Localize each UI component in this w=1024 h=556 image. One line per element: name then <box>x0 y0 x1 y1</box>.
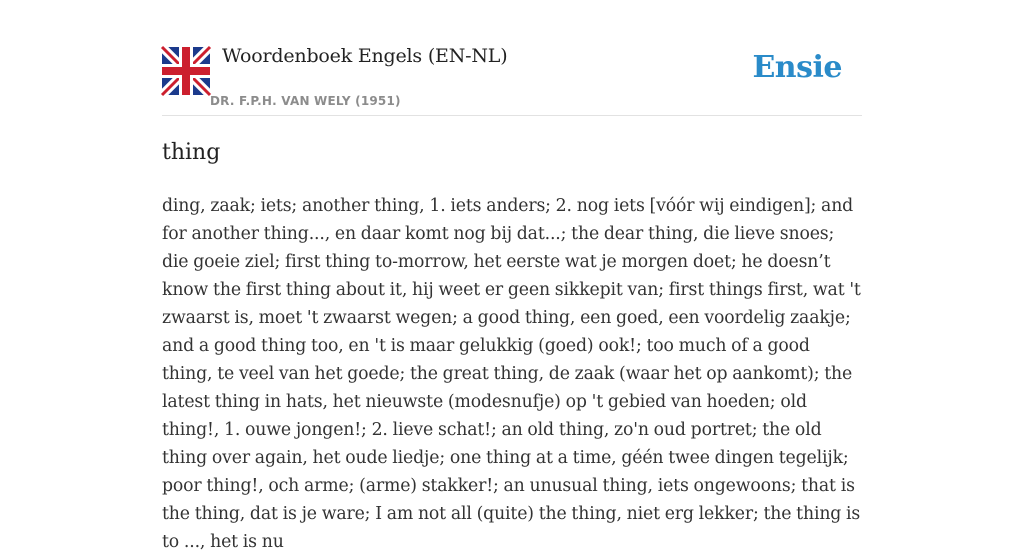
uk-flag-icon <box>162 47 210 95</box>
entry-definition: ding, zaak; iets; another thing, 1. iets anders; 2. nog iets [vóór wij eindigen]; and for another thing..., en daar komt nog bij dat...; the dear thing, die lieve snoes; die goeie ziel; first thing to-morrow, het eerste wat je morgen doet; he doesn’t know the first thing about it, hij weet er geen sikkepit van; first things first, wat 't zwaarst is, moet 't zwaarst wegen; a good thing, een goed, een voordelig zaakje; and a good thing too, en 't is maar gelukkig (goed) ook!; too much of a good thing, te veel van het goede; the great thing, de zaak (waar het op aankomt); the latest thing in hats, het nieuwste (modesnufje) op 't gebied van hoeden; old thing!, 1. ouwe jongen!; 2. lieve schat!; an old thing, zo'n oud portret; the old thing over again, het oude liedje; one thing at a time, géén twee dingen tegelijk; poor thing!, och arme; (arme) stakker!; an unusual thing, iets ongewoons; that is the thing, dat is je ware; I am not all (quite) the thing, niet erg lekker; the thing is to ..., het is nu <box>162 196 861 552</box>
entry-headword: thing <box>162 140 221 165</box>
dictionary-header <box>162 0 862 116</box>
dictionary-title[interactable]: Woordenboek Engels (EN-NL) <box>222 45 508 67</box>
dictionary-author: DR. F.P.H. VAN WELY (1951) <box>210 94 401 108</box>
content-container <box>162 0 862 552</box>
ensie-logo[interactable]: Ensie <box>752 50 842 85</box>
